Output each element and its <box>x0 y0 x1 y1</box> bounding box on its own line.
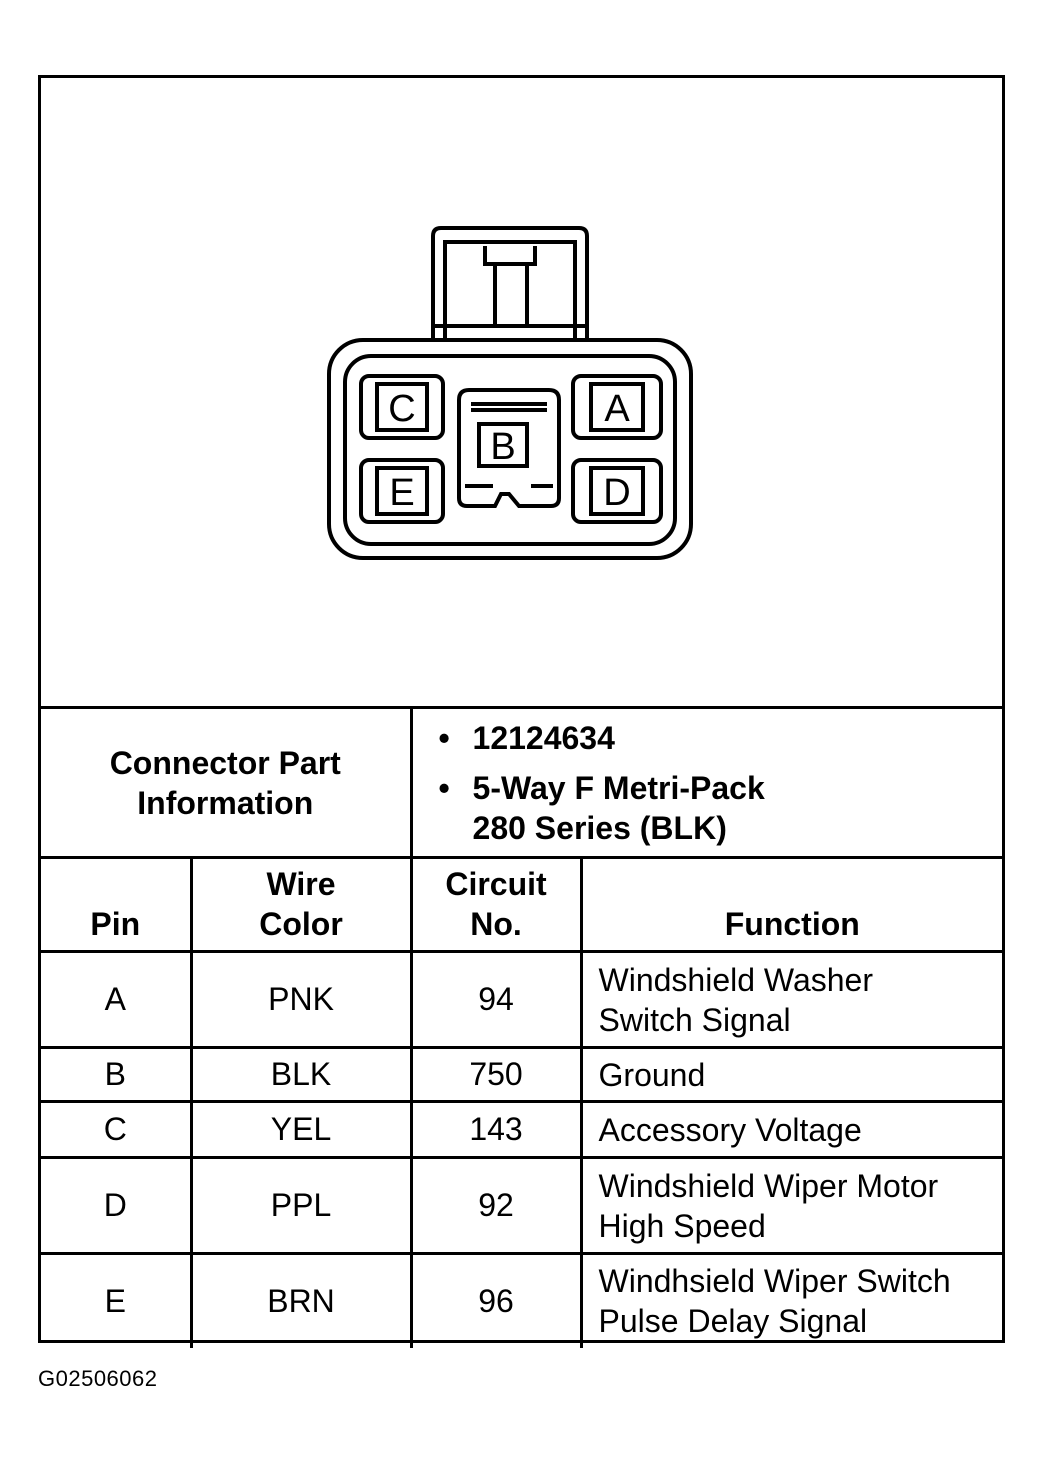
table-row <box>41 1254 1002 1348</box>
pin-label-c: C <box>388 388 416 430</box>
info-label-line1: Connector Part <box>109 744 341 781</box>
cell-circuit: 92 <box>411 1158 581 1254</box>
diagram-frame <box>38 75 1005 1343</box>
header-row <box>41 858 1002 952</box>
cell-circuit: 143 <box>411 1102 581 1158</box>
cell-circuit: 96 <box>411 1254 581 1348</box>
pin-label-e: E <box>389 472 415 514</box>
table-row <box>41 1048 1002 1102</box>
table-row <box>41 1102 1002 1158</box>
pin-label-a: A <box>604 388 630 430</box>
header-wire-color: Wire Color <box>191 858 411 952</box>
info-item: • 5-Way F Metri-Pack <box>438 769 765 806</box>
connector-info-list <box>411 708 1002 858</box>
connector-lock-tab <box>433 228 587 340</box>
cell-circuit: 750 <box>411 1048 581 1102</box>
pin-label-b: B <box>490 426 516 468</box>
cell-function: Windhsield Wiper Switch Pulse Delay Signal <box>581 1254 1002 1348</box>
cell-color: PNK <box>191 952 411 1048</box>
cell-pin: D <box>41 1158 191 1254</box>
cell-pin: E <box>41 1254 191 1348</box>
connector-info-label <box>41 708 411 858</box>
cell-function: Accessory Voltage <box>581 1102 1002 1158</box>
cell-circuit: 94 <box>411 952 581 1048</box>
cell-color: PPL <box>191 1158 411 1254</box>
info-item: • 12124634 <box>438 719 615 756</box>
cell-pin: C <box>41 1102 191 1158</box>
figure-id: G02506062 <box>38 1366 158 1391</box>
connector-info-row <box>41 708 1002 858</box>
table-row <box>41 1158 1002 1254</box>
header-circuit: Circuit No. <box>411 858 581 952</box>
header-pin: Pin <box>41 858 191 952</box>
cell-function: Windshield Washer Switch Signal <box>581 952 1002 1048</box>
pin-label-d: D <box>603 472 631 514</box>
cell-pin: A <box>41 952 191 1048</box>
cell-function: Windshield Wiper Motor High Speed <box>581 1158 1002 1254</box>
pinout-table <box>41 706 1002 1348</box>
cell-function: Ground <box>581 1048 1002 1102</box>
header-function: Function <box>581 858 1002 952</box>
cell-pin: B <box>41 1048 191 1102</box>
cell-color: BLK <box>191 1048 411 1102</box>
cell-color: BRN <box>191 1254 411 1348</box>
info-label-line2: Information <box>137 784 314 821</box>
connector-face-diagram <box>41 78 1002 706</box>
info-item: 280 Series (BLK) <box>472 809 727 846</box>
cell-color: YEL <box>191 1102 411 1158</box>
table-row <box>41 952 1002 1048</box>
